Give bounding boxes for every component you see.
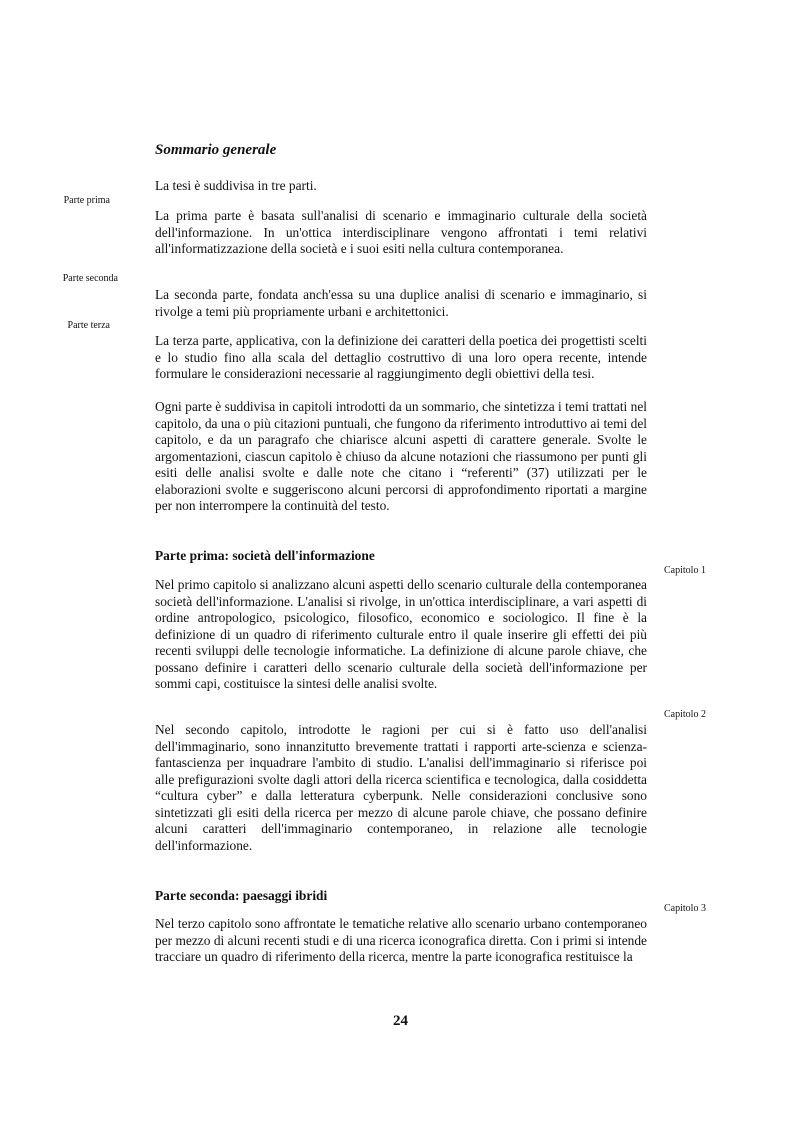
page-title: Sommario generale <box>155 142 277 158</box>
paragraph-parte-prima: La prima parte è basata sull'analisi di scenario e immaginario culturale della società dell'informazione. In un'ottica interdisciplinare vengono affrontati i temi relativi all'informatizzazione della società e i suoi esiti nella cultura contemporanea. <box>155 208 647 256</box>
paragraph-capitolo-2: Nel secondo capitolo, introdotte le ragioni per cui si è fatto uso dell'analisi dell'immaginario, sono innanzitutto brevemente trattati i rapporti arte-scienza e scienza-fantascienza per inquadrare l'ambito di studio. L'analisi dell'immaginario si riferisce poi alle prefigurazioni svolte dagli attori della ricerca scientifica e tecnologica, dalla cosiddetta “cultura cyber” e dalla letteratura cyberpunk. Nelle considerazioni conclusive sono sintetizzati gli esiti della ricerca per mezzo di alcune parole chiave, che possano definire alcuni caratteri dell'immaginario contemporaneo, in relazione alle tecnologie dell'informazione. <box>155 722 647 853</box>
page-number <box>0 1013 793 1030</box>
intro-paragraph: La tesi è suddivisa in tre parti. <box>155 178 317 193</box>
margin-note-parte-seconda: Parte seconda <box>62 273 118 284</box>
margin-note-capitolo-3: Capitolo 3 <box>664 903 706 914</box>
paragraph-capitolo-3: Nel terzo capitolo sono affrontate le tematiche relative allo scenario urbano contemporaneo per mezzo di alcuni recenti studi e di una ricerca iconografica diretta. Con i primi si intende tracciare un quadro di riferimento della ricerca, mentre la parte iconografica restituisce la <box>155 916 647 964</box>
paragraph-parte-seconda: La seconda parte, fondata anch'essa su una duplice analisi di scenario e immaginario, si rivolge a temi più propriamente urbani e architettonici. <box>155 287 647 319</box>
paragraph-parte-terza: La terza parte, applicativa, con la definizione dei caratteri della poetica dei progettisti scelti e lo studio fino alla scala del dettaglio costruttivo di una loro opera recente, intende formulare le considerazioni necessarie al raggiungimento degli obiettivi della tesi. <box>155 333 647 381</box>
margin-note-parte-terza: Parte terza <box>67 320 110 331</box>
heading-parte-seconda: Parte seconda: paesaggi ibridi <box>155 888 328 903</box>
margin-note-parte-prima: Parte prima <box>63 195 110 206</box>
paragraph-capitolo-1: Nel primo capitolo si analizzano alcuni aspetti dello scenario culturale della contemporanea società dell'informazione. L'analisi si rivolge, in un'ottica interdisciplinare, a vari aspetti di ordine antropologico, psicologico, filosofico, economico e sociologico. Il fine è la definizione di un quadro di riferimento culturale entro il quale inserire gli effetti dei più recenti sviluppi delle tecnologie informatiche. La definizione di alcune parole chiave, che possano definire i caratteri dello scenario culturale della società dell'informazione per sommi capi, costituisce la sintesi delle analisi svolte. <box>155 577 647 691</box>
margin-note-capitolo-1: Capitolo 1 <box>664 565 706 576</box>
paragraph-struttura: Ogni parte è suddivisa in capitoli introdotti da un sommario, che sintetizza i temi trattati nel capitolo, da una o più citazioni puntuali, che fungono da riferimento introduttivo ai temi del capitolo, e da un paragrafo che chiarisce alcuni aspetti di carattere generale. Svolte le argomentazioni, ciascun capitolo è chiuso da alcune notazioni che riassumono per punti gli esiti delle analisi svolte e dalle note che citano i “referenti” (37) utilizzati per le elaborazioni svolte e suggeriscono alcuni percorsi di approfondimento riportati a margine per non interrompere la continuità del testo. <box>155 399 647 513</box>
heading-parte-prima: Parte prima: società dell'informazione <box>155 548 375 563</box>
margin-note-capitolo-2: Capitolo 2 <box>664 709 706 720</box>
page-number-text: 24 <box>393 1013 408 1029</box>
